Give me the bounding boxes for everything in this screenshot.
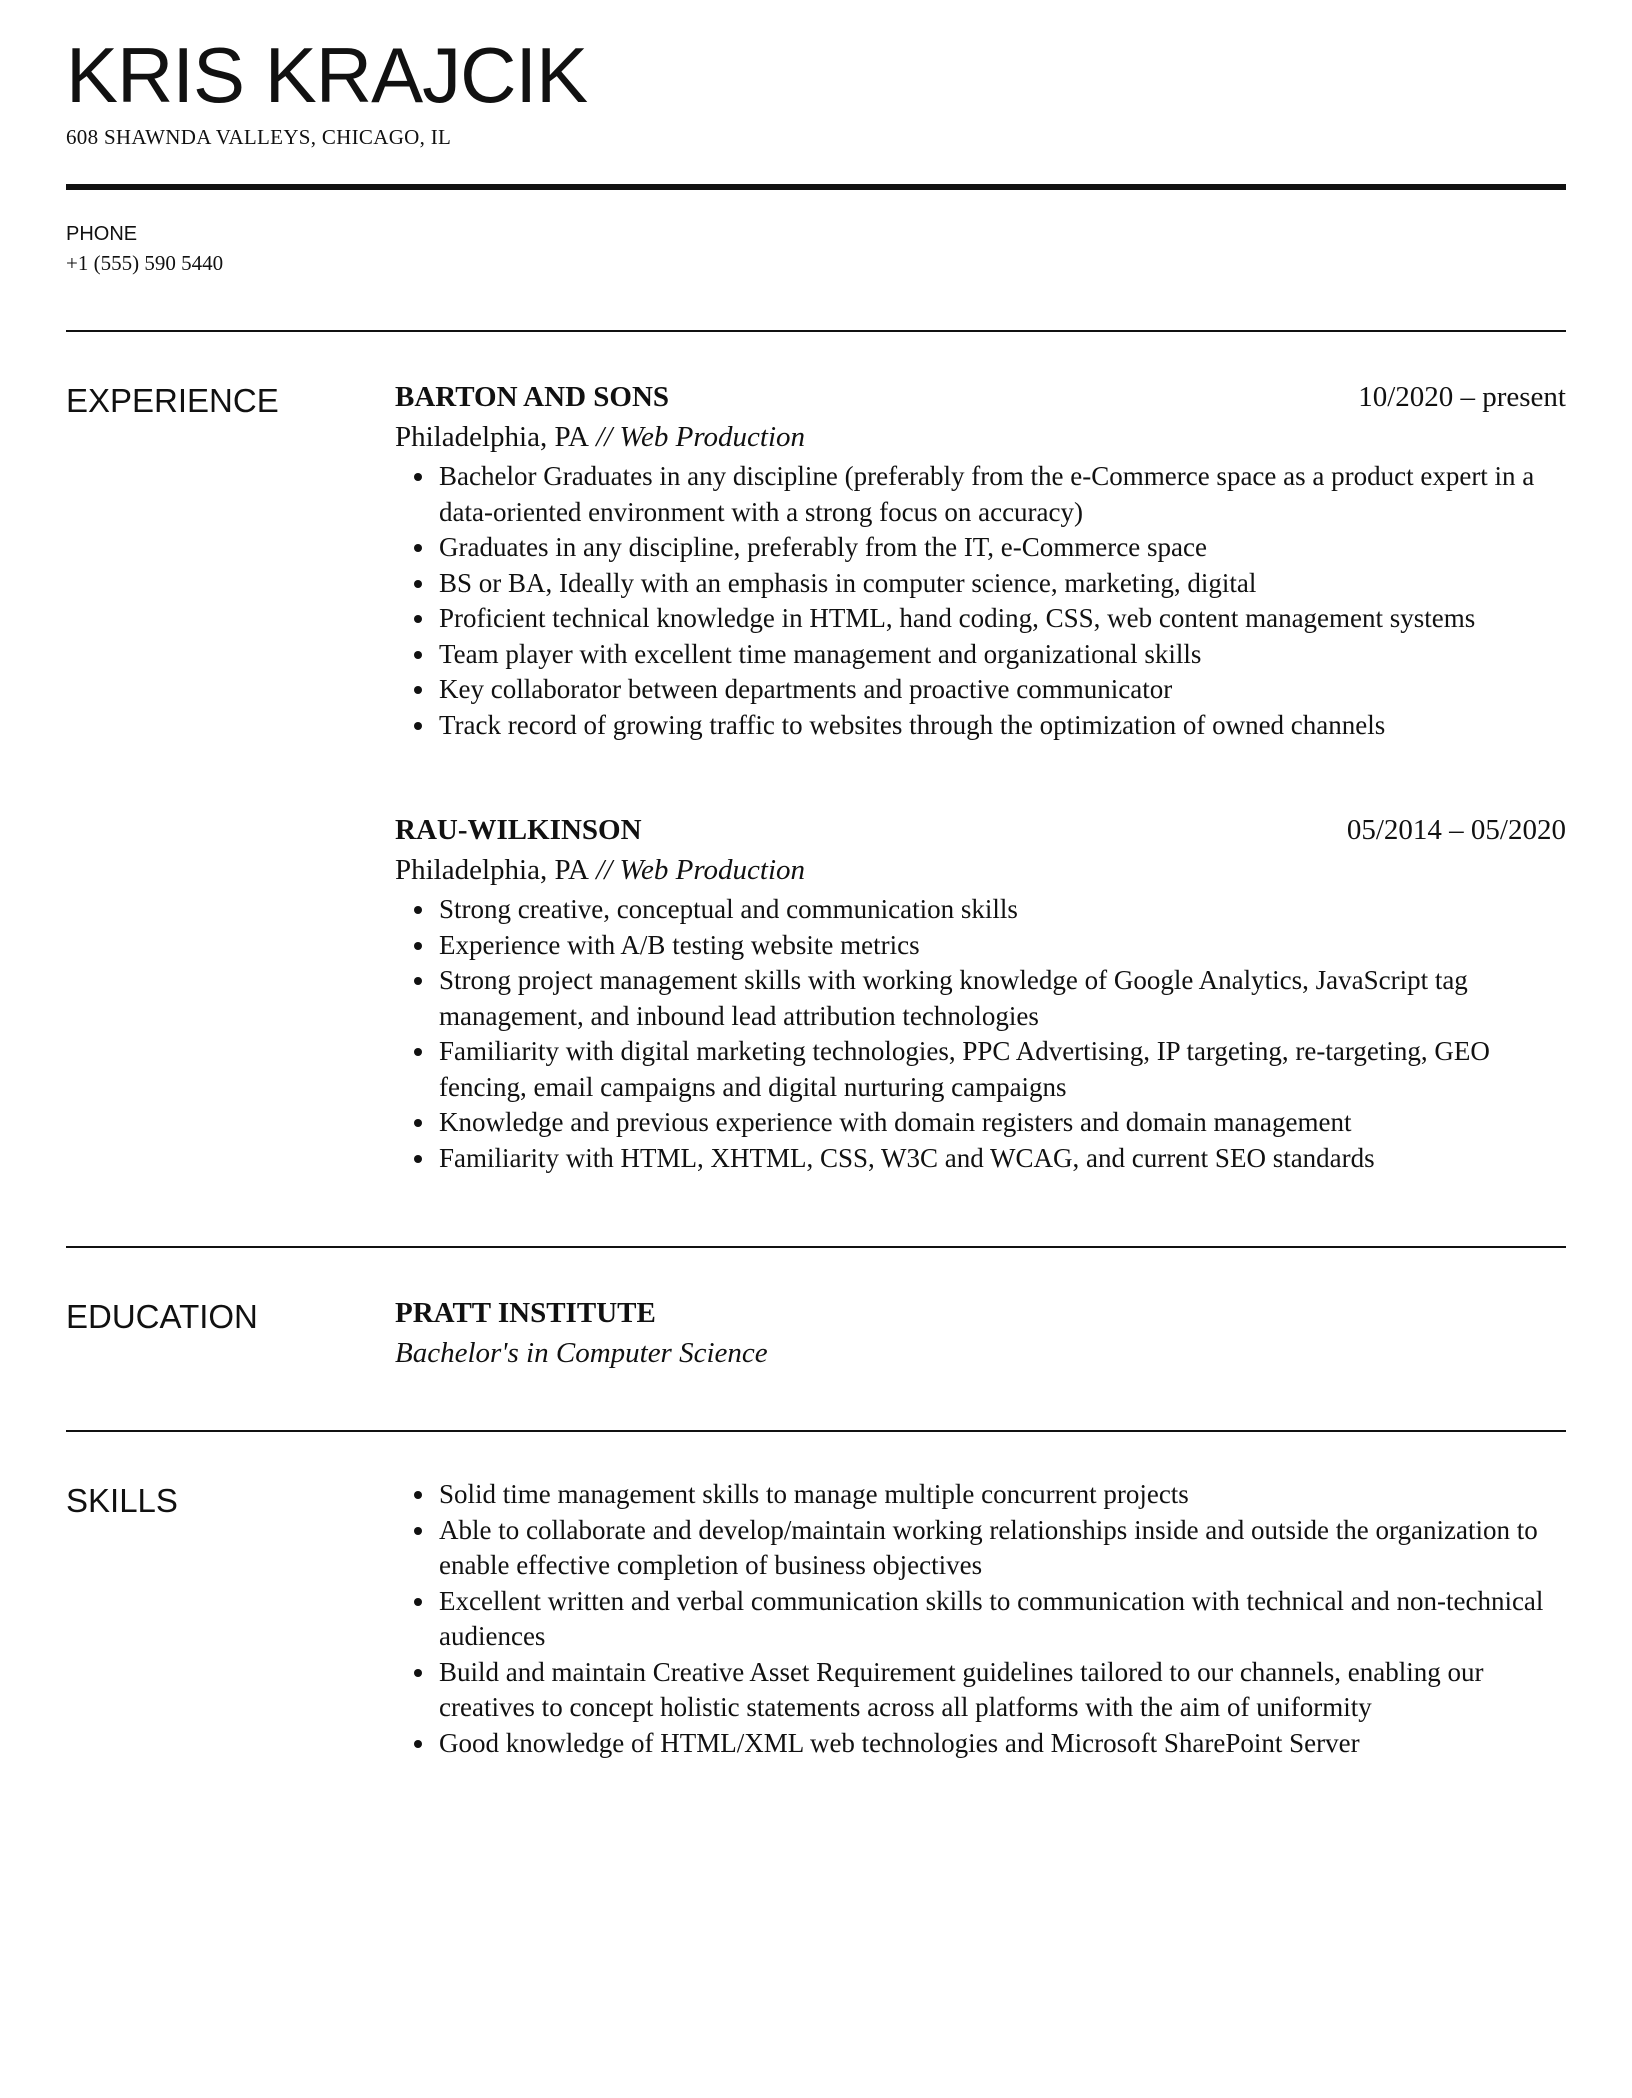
section-divider [66, 330, 1566, 332]
job-bullets [395, 892, 1566, 1176]
list-item: • Strong project management skills with working knowledge of Google Analytics, JavaScript tag management, and inbound lead attribution technologies [437, 963, 1566, 1034]
job-dates: 10/2020 – present [1358, 381, 1566, 413]
list-item: • Familiarity with HTML, XHTML, CSS, W3C and WCAG, and current SEO standards [437, 1141, 1566, 1177]
list-item: • Experience with A/B testing website metrics [437, 928, 1566, 964]
list-item: • Graduates in any discipline, preferably from the IT, e-Commerce space [437, 530, 1566, 566]
candidate-address: 608 SHAWNDA VALLEYS, CHICAGO, IL [66, 125, 452, 149]
education-school: PRATT INSTITUTE [395, 1297, 656, 1329]
resume-page [66, 0, 1566, 1761]
experience-heading: EXPERIENCE [66, 382, 279, 419]
job-dates: 05/2014 – 05/2020 [1346, 814, 1566, 846]
experience-section [66, 377, 1566, 1176]
list-item: • Build and maintain Creative Asset Requirement guidelines tailored to our channels, enabling our creatives to concept holistic statements across all platforms with the aim of uniformity [437, 1655, 1566, 1726]
job-entry [395, 377, 1566, 743]
job-separator: // [588, 854, 620, 886]
list-item: • Key collaborator between departments and proactive communicator [437, 672, 1566, 708]
job-subtitle [395, 417, 1566, 457]
skills-bullets [395, 1477, 1566, 1761]
skills-body [395, 1477, 1566, 1761]
section-divider [66, 1430, 1566, 1432]
job-company: BARTON AND SONS [395, 381, 670, 413]
job-header [395, 810, 1566, 850]
section-divider [66, 1246, 1566, 1248]
job-separator: // [588, 421, 620, 453]
job-role: Web Production [619, 421, 806, 453]
phone-label: PHONE [66, 223, 138, 245]
education-heading: EDUCATION [66, 1298, 258, 1335]
list-item: • Knowledge and previous experience with domain registers and domain management [437, 1105, 1566, 1141]
job-entry [395, 810, 1566, 1176]
education-header [395, 1293, 1566, 1333]
skills-section [66, 1477, 1566, 1761]
list-item: • Team player with excellent time management and organizational skills [437, 637, 1566, 673]
experience-body [395, 377, 1566, 1176]
contact-block [66, 220, 1566, 278]
skills-heading: SKILLS [66, 1482, 178, 1519]
job-role: Web Production [619, 854, 806, 886]
list-item: • Bachelor Graduates in any discipline (preferably from the e-Commerce space as a product expert in a data-oriented environment with a strong focus on accuracy) [437, 459, 1566, 530]
list-item: • Proficient technical knowledge in HTML, hand coding, CSS, web content management systems [437, 601, 1566, 637]
list-item: • Familiarity with digital marketing technologies, PPC Advertising, IP targeting, re-targeting, GEO fencing, email campaigns and digital nurturing campaigns [437, 1034, 1566, 1105]
list-item: • Able to collaborate and develop/maintain working relationships inside and outside the organization to enable effective completion of business objectives [437, 1513, 1566, 1584]
job-header [395, 377, 1566, 417]
education-section [66, 1293, 1566, 1373]
list-item: • Solid time management skills to manage multiple concurrent projects [437, 1477, 1566, 1513]
list-item: • Excellent written and verbal communication skills to communication with technical and non-technical audiences [437, 1584, 1566, 1655]
job-bullets [395, 459, 1566, 743]
job-company: RAU-WILKINSON [395, 814, 642, 846]
header-divider [66, 184, 1566, 190]
education-degree: Bachelor's in Computer Science [395, 1337, 768, 1369]
candidate-name: KRIS KRAJCIK [66, 31, 588, 119]
phone-value: +1 (555) 590 5440 [66, 251, 224, 275]
list-item: • BS or BA, Ideally with an emphasis in computer science, marketing, digital [437, 566, 1566, 602]
job-subtitle [395, 850, 1566, 890]
job-location: Philadelphia, PA [395, 421, 589, 453]
list-item: • Track record of growing traffic to websites through the optimization of owned channels [437, 708, 1566, 744]
education-body [395, 1293, 1566, 1373]
list-item: • Strong creative, conceptual and communication skills [437, 892, 1566, 928]
job-location: Philadelphia, PA [395, 854, 589, 886]
list-item: • Good knowledge of HTML/XML web technologies and Microsoft SharePoint Server [437, 1726, 1566, 1762]
